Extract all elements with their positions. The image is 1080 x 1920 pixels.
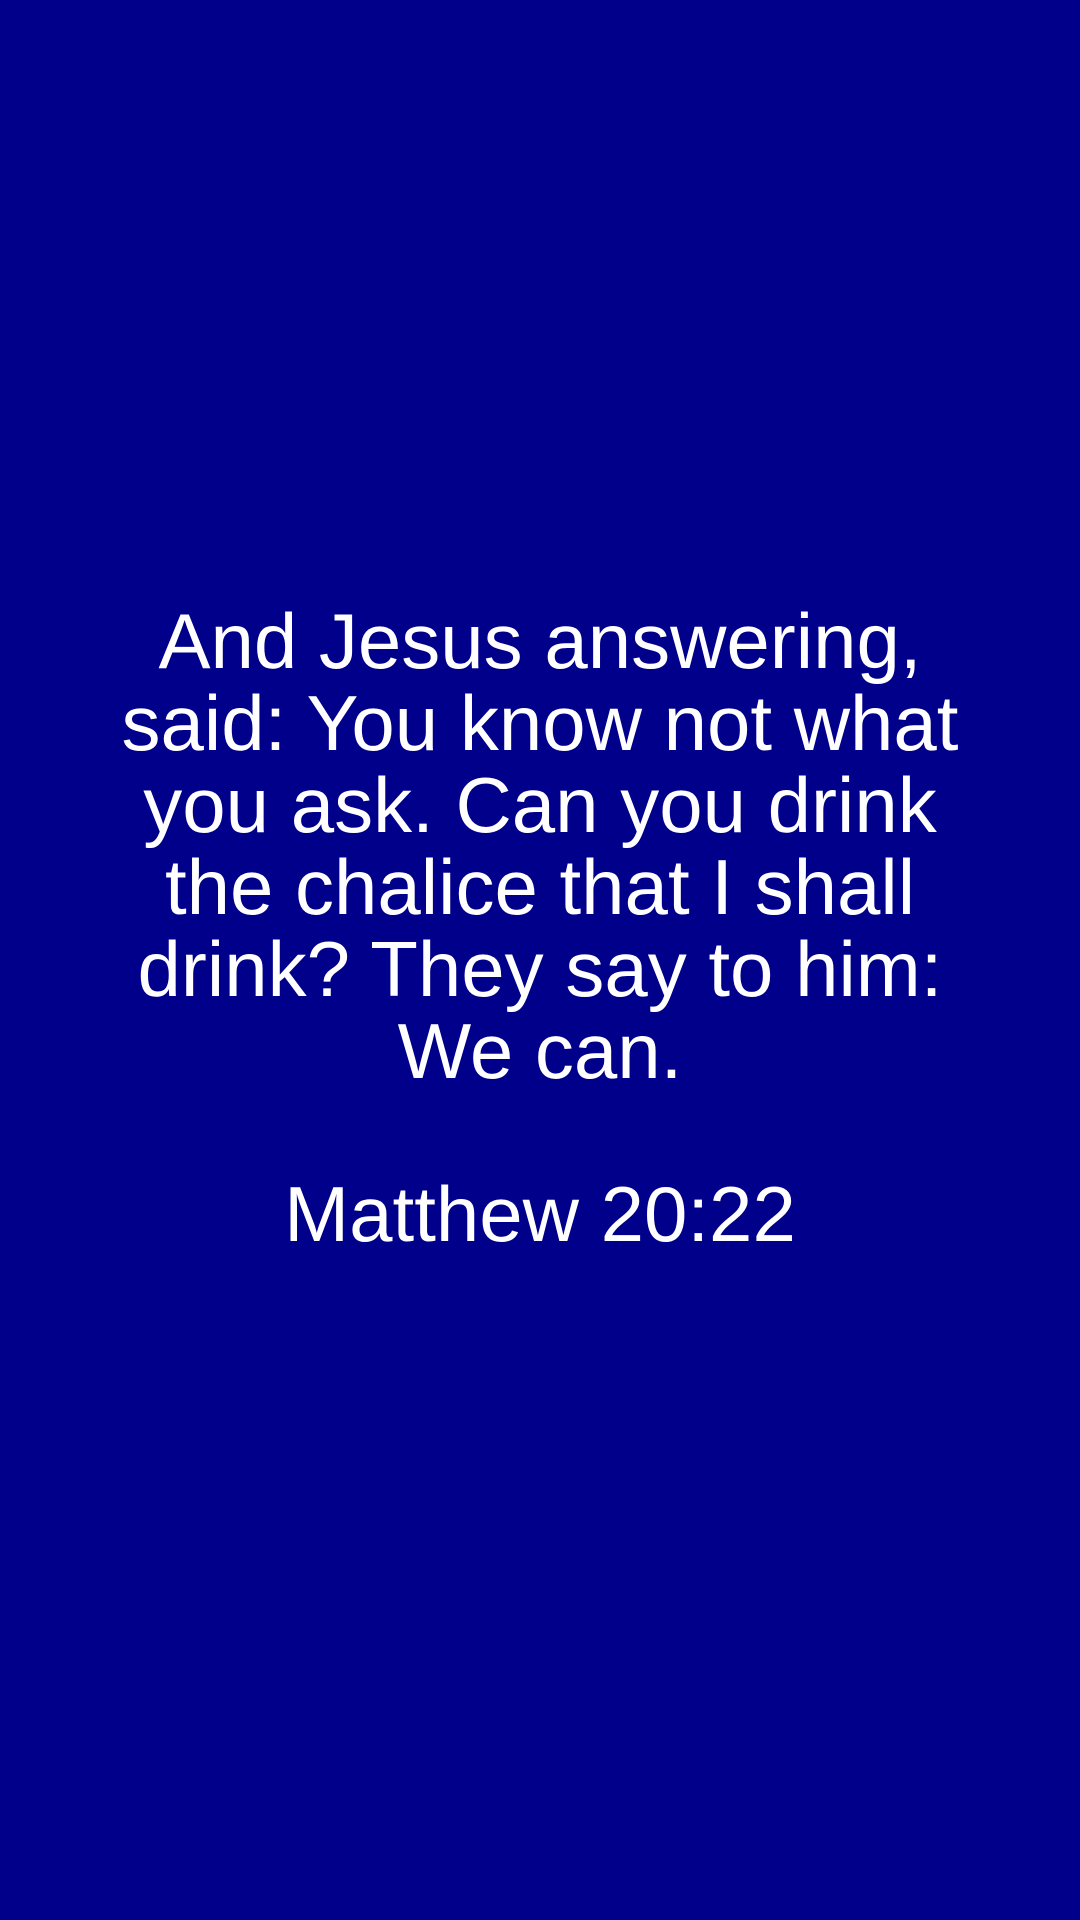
verse-line: said: You know not what: [121, 679, 959, 767]
verse-line: drink? They say to him:: [137, 925, 943, 1013]
verse-line: We can.: [397, 1007, 683, 1095]
verse-reference: Matthew 20:22: [284, 1170, 796, 1258]
verse-line: the chalice that I shall: [164, 843, 916, 931]
verse-line: you ask. Can you drink: [143, 761, 937, 849]
verse-text: [70, 597, 1010, 1095]
verse-line: And Jesus answering,: [158, 597, 922, 685]
